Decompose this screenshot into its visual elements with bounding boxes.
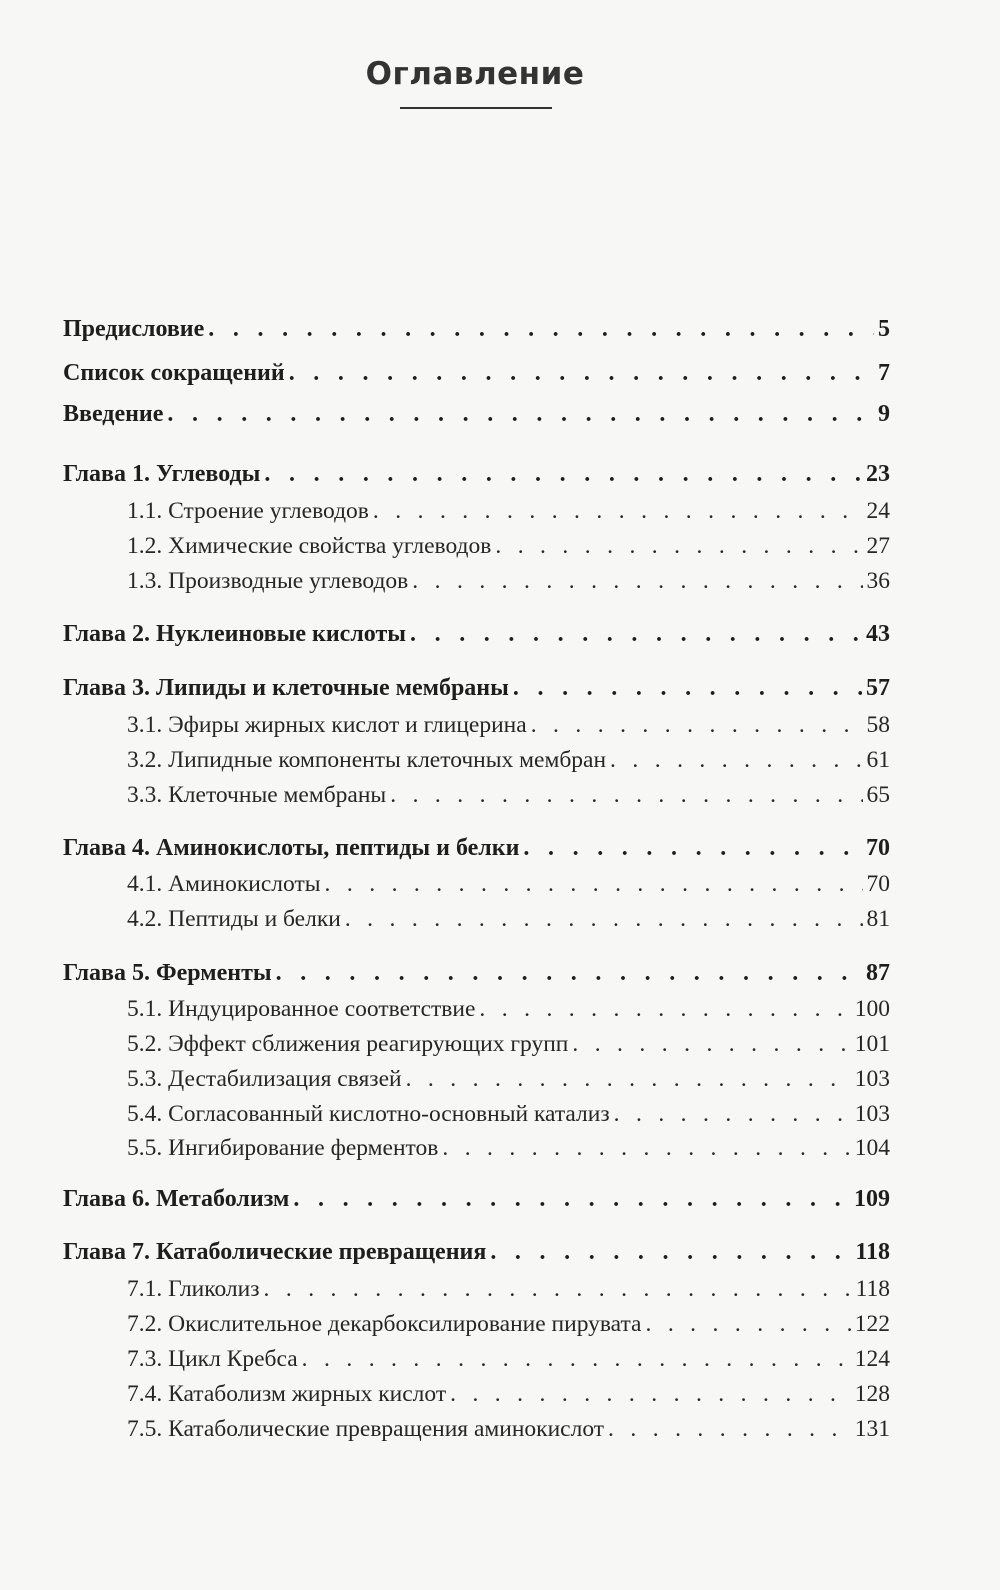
- toc-entry-label: 7.4. Катаболизм жирных кислот: [127, 1381, 447, 1407]
- toc-entry-section-7-4: [0, 1381, 890, 1411]
- toc-entry-label: 5.1. Индуцированное соответствие: [127, 996, 476, 1022]
- toc-entry-label: 1.1. Строение углеводов: [127, 498, 369, 524]
- toc-entry-introduction: [0, 401, 890, 431]
- leader-dots: [608, 1416, 851, 1443]
- leader-dots: [495, 533, 862, 560]
- toc-entry-page: 5: [878, 316, 890, 342]
- toc-entry-page: 131: [854, 1416, 890, 1442]
- toc-entry-abbreviations: [0, 360, 890, 390]
- toc-entry-page: 103: [854, 1066, 890, 1092]
- toc-entry-page: 36: [866, 568, 890, 594]
- toc-entry-label: 1.3. Производные углеводов: [127, 568, 409, 594]
- toc-entry-page: 124: [854, 1346, 890, 1372]
- toc-entry-page: 23: [866, 461, 890, 487]
- toc-entry-label: Глава 7. Катаболические превращения: [63, 1239, 487, 1265]
- leader-dots: [264, 461, 862, 488]
- leader-dots: [442, 1135, 850, 1162]
- toc-entry-section-3-1: [0, 712, 890, 742]
- toc-entry-section-4-2: [0, 906, 890, 936]
- toc-entry-label: Предисловие: [63, 316, 205, 342]
- leader-dots: [513, 675, 862, 702]
- leader-dots: [523, 835, 862, 862]
- toc-entry-label: Глава 5. Ферменты: [63, 960, 272, 986]
- page-title: Оглавление: [365, 56, 585, 92]
- leader-dots: [276, 960, 862, 987]
- leader-dots: [614, 1101, 851, 1128]
- leader-dots: [325, 871, 863, 898]
- toc-entry-chapter-6: [0, 1186, 890, 1216]
- title-underline: [400, 107, 552, 109]
- toc-entry-label: Глава 6. Метаболизм: [63, 1186, 290, 1212]
- toc-entry-section-1-2: [0, 533, 890, 563]
- leader-dots: [410, 621, 862, 648]
- toc-entry-page: 128: [854, 1381, 890, 1407]
- toc-entry-label: 3.2. Липидные компоненты клеточных мембран: [127, 747, 607, 773]
- toc-entry-label: 7.3. Цикл Кребса: [127, 1346, 298, 1372]
- toc-entry-label: 5.3. Дестабилизация связей: [127, 1066, 402, 1092]
- toc-entry-page: 7: [878, 360, 890, 386]
- leader-dots: [390, 782, 862, 809]
- toc-entry-page: 122: [854, 1311, 890, 1337]
- leader-dots: [406, 1066, 851, 1093]
- toc-entry-page: 70: [866, 871, 890, 897]
- leader-dots: [289, 360, 874, 387]
- toc-entry-page: 24: [866, 498, 890, 524]
- leader-dots: [208, 316, 874, 343]
- toc-entry-label: Глава 1. Углеводы: [63, 461, 261, 487]
- leader-dots: [293, 1186, 850, 1213]
- leader-dots: [490, 1239, 851, 1266]
- toc-entry-page: 65: [866, 782, 890, 808]
- toc-entry-page: 87: [866, 960, 890, 986]
- toc-entry-chapter-1: [0, 461, 890, 491]
- toc-entry-section-7-3: [0, 1346, 890, 1376]
- toc-entry-page: 104: [854, 1135, 890, 1161]
- leader-dots: [345, 906, 863, 933]
- toc-entry-page: 61: [866, 747, 890, 773]
- leader-dots: [302, 1346, 851, 1373]
- toc-entry-page: 58: [866, 712, 890, 738]
- leader-dots: [645, 1311, 850, 1338]
- toc-entry-section-1-3: [0, 568, 890, 598]
- toc-entry-page: 118: [855, 1276, 890, 1302]
- toc-entry-label: 1.2. Химические свойства углеводов: [127, 533, 492, 559]
- leader-dots: [264, 1276, 852, 1303]
- toc-entry-page: 103: [854, 1101, 890, 1127]
- leader-dots: [531, 712, 863, 739]
- toc-entry-label: Глава 4. Аминокислоты, пептиды и белки: [63, 835, 520, 861]
- toc-entry-section-5-2: [0, 1031, 890, 1061]
- toc-entry-chapter-3: [0, 675, 890, 705]
- title-wrap: [0, 56, 950, 92]
- toc-entry-page: 101: [854, 1031, 890, 1057]
- toc-entry-label: 4.1. Аминокислоты: [127, 871, 321, 897]
- toc-entry-page: 43: [866, 621, 890, 647]
- toc-entry-section-5-3: [0, 1066, 890, 1096]
- toc-entry-section-7-1: [0, 1276, 890, 1306]
- toc-entry-section-5-4: [0, 1101, 890, 1131]
- toc-entry-label: 7.5. Катаболические превращения аминокислот: [127, 1416, 605, 1442]
- toc-entry-label: 5.2. Эффект сближения реагирующих групп: [127, 1031, 569, 1057]
- toc-entry-section-3-2: [0, 747, 890, 777]
- toc-entry-label: 3.1. Эфиры жирных кислот и глицерина: [127, 712, 527, 738]
- toc-entry-label: Глава 3. Липиды и клеточные мембраны: [63, 675, 509, 701]
- toc-entry-page: 27: [866, 533, 890, 559]
- toc-entry-preface: [0, 316, 890, 346]
- toc-entry-label: Введение: [63, 401, 164, 427]
- toc-entry-page: 100: [854, 996, 890, 1022]
- toc-entry-section-7-5: [0, 1416, 890, 1446]
- toc-entry-section-5-5: [0, 1135, 890, 1165]
- toc-entry-chapter-4: [0, 835, 890, 865]
- toc-entry-page: 9: [878, 401, 890, 427]
- toc-entry-label: Глава 2. Нуклеиновые кислоты: [63, 621, 406, 647]
- leader-dots: [167, 401, 874, 428]
- leader-dots: [479, 996, 850, 1023]
- toc-entry-label: 5.4. Согласованный кислотно-основный катализ: [127, 1101, 610, 1127]
- leader-dots: [572, 1031, 850, 1058]
- toc-entry-page: 57: [866, 675, 890, 701]
- toc-entry-page: 118: [855, 1239, 890, 1265]
- toc-entry-section-7-2: [0, 1311, 890, 1341]
- toc-entry-section-4-1: [0, 871, 890, 901]
- toc-entry-section-5-1: [0, 996, 890, 1026]
- toc-entry-section-3-3: [0, 782, 890, 812]
- toc-entry-page: 70: [866, 835, 890, 861]
- toc-entry-chapter-7: [0, 1239, 890, 1269]
- toc-entry-chapter-5: [0, 960, 890, 990]
- toc-entry-label: 3.3. Клеточные мембраны: [127, 782, 387, 808]
- toc-entry-label: Список сокращений: [63, 360, 285, 386]
- toc-entry-page: 109: [854, 1186, 890, 1212]
- leader-dots: [610, 747, 862, 774]
- toc-entry-label: 4.2. Пептиды и белки: [127, 906, 341, 932]
- toc-entry-label: 7.2. Окислительное декарбоксилирование пирувата: [127, 1311, 642, 1337]
- toc-entry-label: 5.5. Ингибирование ферментов: [127, 1135, 439, 1161]
- leader-dots: [412, 568, 862, 595]
- toc-entry-chapter-2: [0, 621, 890, 651]
- toc-entry-section-1-1: [0, 498, 890, 528]
- leader-dots: [373, 498, 863, 525]
- toc-entry-page: 81: [866, 906, 890, 932]
- leader-dots: [450, 1381, 851, 1408]
- toc-entry-label: 7.1. Гликолиз: [127, 1276, 260, 1302]
